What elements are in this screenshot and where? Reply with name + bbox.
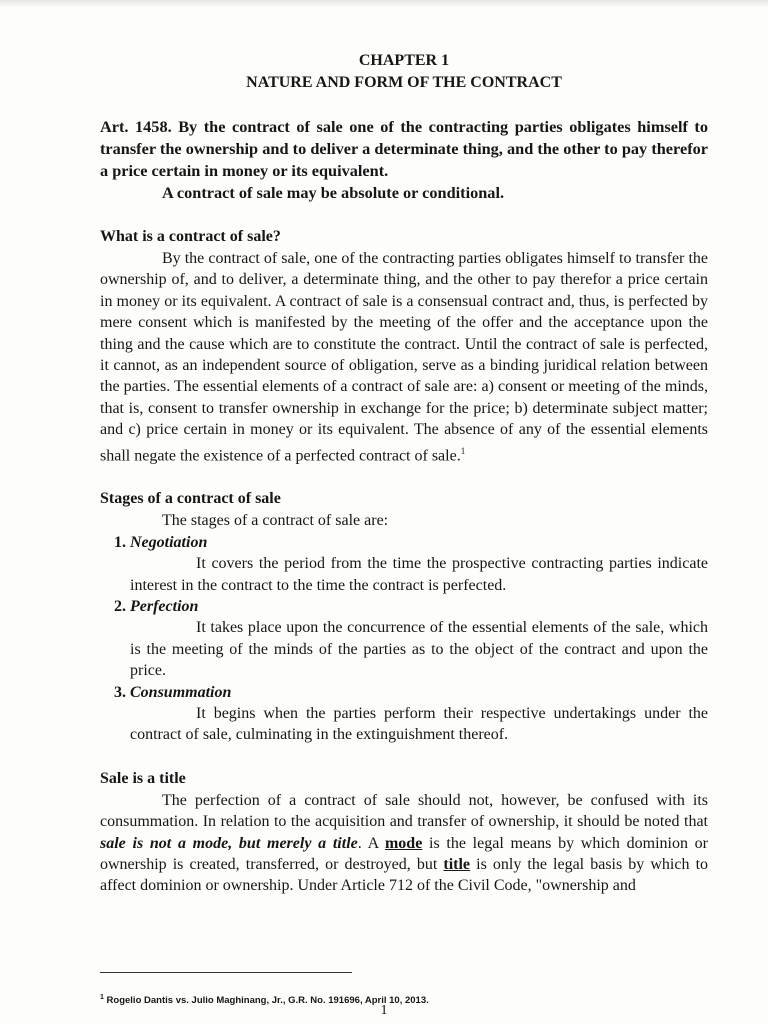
stage-item [100,532,708,596]
stage-name: Consummation [130,683,232,701]
section-body-what-is-sale [100,248,708,466]
chapter-number: CHAPTER 1 [358,52,450,69]
text-run: The perfection of a contract of sale should not, however, be confused with its consummation. In relation to the acquisition and transfer of ownership, it should be noted that [100,791,708,831]
page-number: 1 [380,1003,388,1018]
footnote-number: 1 [100,994,104,1001]
section-body-sale-is-title [100,790,708,897]
section-body-text: By the contract of sale, one of the contracting parties obligates himself to transfer the ownership of, and to deliver, a determinate thing, and the other to pay therefor a price certain in money or its equivalent. A contract of sale is a consensual contract and, thus, is perfected by mere consent which is manifested by the meeting of the offer and the acceptance upon the thing and the cause which are to constitute the contract. Until the contract of sale is perfected, it cannot, as an independent source of obligation, serve as a binding juridical relation between the parties. The essential elements of a contract of sale are: a) consent or meeting of the minds, that is, consent to transfer ownership in exchange for the price; b) determinate subject matter; and c) price certain in money or its equivalent. The absence of any of the essential elements shall negate the existence of a perfected contract of sale. [100,250,708,464]
stage-item [100,682,708,746]
stage-body [100,617,708,681]
stage-number: 1. [114,533,126,551]
scan-edge-shadow [0,0,768,8]
text-run: . A [357,834,379,852]
stage-title [100,682,708,703]
footnote-reference[interactable]: 1 [460,445,466,456]
text-run: is the legal means by which dominion or ownership is created, transferred, or destroyed, but [100,834,708,874]
stage-body [100,703,708,746]
stage-name: Negotiation [130,533,208,551]
stage-number: 3. [114,683,126,701]
stage-name: Perfection [130,598,199,616]
text-run: is only the legal basis by which to affect dominion or ownership. Under Article 712 of the Civil Code, "ownership and [100,856,709,895]
article-text: Art. 1458. By the contract of sale one of the contracting parties obligates himself to transfer the ownership and to deliver a determinate thing, and the other to pay therefor a price certain in money or its equivalent. [100,117,708,180]
emphasis-text: sale is not a mode, but merely a title [100,834,358,852]
stage-body [100,553,708,596]
stage-body-text: It covers the period from the time the prospective contracting parties indicate interest in the contract to the time the contract is perfected. [130,555,708,594]
stage-number: 2. [114,598,126,616]
stage-title [100,532,708,553]
chapter-heading [100,50,708,94]
article-1458 [100,116,708,204]
underlined-term-mode: mode [384,834,423,852]
underlined-term-title: title [443,856,471,874]
chapter-title: NATURE AND FORM OF THE CONTRACT [246,74,562,91]
stages-intro: The stages of a contract of sale are: [162,512,389,530]
section-heading-sale-is-title: Sale is a title [100,769,186,787]
section-heading-stages: Stages of a contract of sale [100,490,281,508]
stage-title [100,596,708,617]
article-second-sentence: A contract of sale may be absolute or conditional. [162,183,505,202]
stage-item [100,596,708,682]
stage-body-text: It takes place upon the concurrence of the essential elements of the sale, which is the meeting of the minds of the parties as to the object of the contract and upon the price. [130,619,708,680]
footnote-divider [100,972,352,973]
stage-body-text: It begins when the parties perform their respective undertakings under the contract of sale, culminating in the extinguishment thereof. [130,705,708,744]
footnote-text: Rogelio Dantis vs. Julio Maghinang, Jr., G.R. No. 191696, April 10, 2013. [106,995,429,1007]
section-heading-what-is-sale: What is a contract of sale? [100,228,281,245]
